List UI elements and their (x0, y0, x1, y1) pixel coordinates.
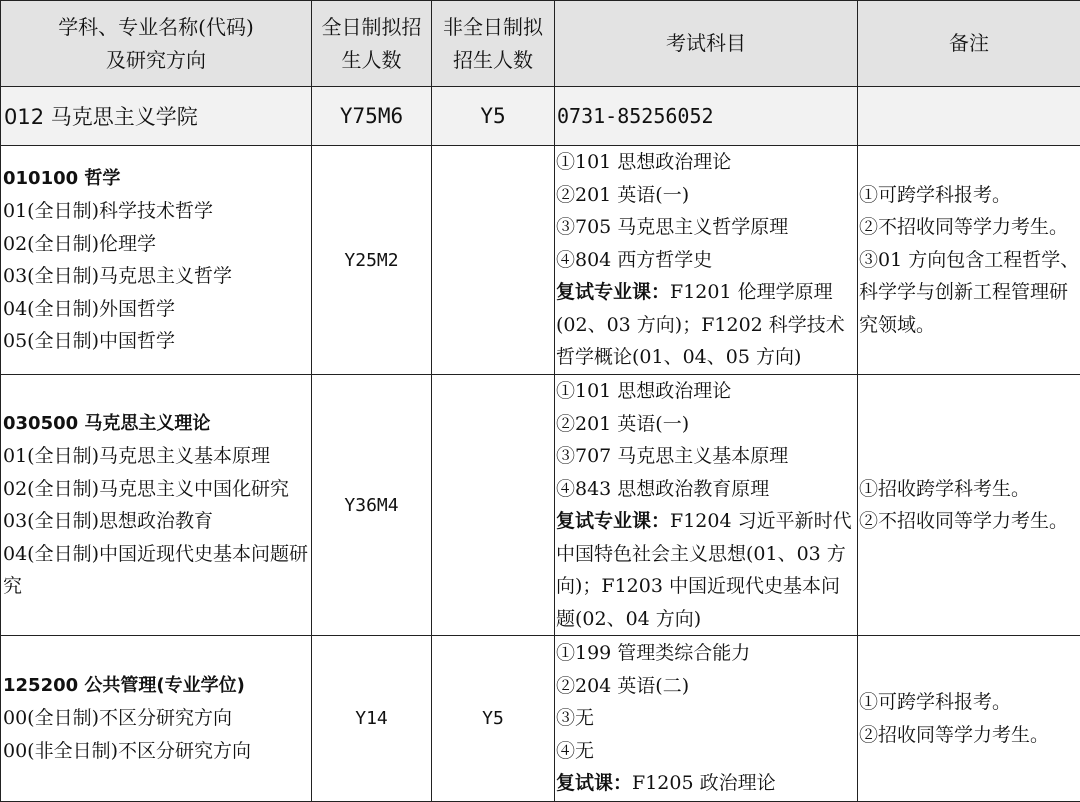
major-cell (1, 146, 312, 375)
table-row (1, 636, 1080, 802)
retest-text: F1204 习近平新时代中国特色社会主义思想(01、03 方向)；F1203 中国近现代史基本问题(02、04 方向) (556, 510, 852, 630)
subject-item: ③无 (556, 702, 857, 735)
subject-item: ①199 管理类综合能力 (556, 637, 857, 670)
major-cell (1, 636, 312, 802)
department-note (858, 87, 1080, 146)
notes-cell (858, 375, 1080, 636)
header-text: 学科、专业名称(代码) (1, 11, 311, 44)
note-item: ②不招收同等学力考生。 (859, 505, 1080, 538)
notes-cell (858, 636, 1080, 802)
retest-label: 复试课： (556, 772, 632, 794)
note-item: ②不招收同等学力考生。 (859, 211, 1080, 244)
table-row (1, 146, 1080, 375)
header-exam-subjects: 考试科目 (555, 1, 858, 87)
table-row (1, 375, 1080, 636)
direction-item: 01(全日制)马克思主义基本原理 (3, 440, 311, 473)
major-cell (1, 375, 312, 636)
fulltime-quota: Y36M4 (312, 375, 432, 636)
direction-item: 05(全日制)中国哲学 (3, 325, 311, 358)
header-fulltime-quota (312, 1, 432, 87)
direction-item: 03(全日制)思想政治教育 (3, 505, 311, 538)
parttime-quota (432, 375, 555, 636)
direction-item: 02(全日制)马克思主义中国化研究 (3, 473, 311, 506)
department-row (1, 87, 1080, 146)
parttime-quota (432, 146, 555, 375)
subject-item: ①101 思想政治理论 (556, 146, 857, 179)
retest-info (556, 276, 857, 374)
direction-item: 03(全日制)马克思主义哲学 (3, 260, 311, 293)
direction-item: 04(全日制)中国近现代史基本问题研究 (3, 538, 311, 603)
note-item: ②招收同等学力考生。 (859, 719, 1080, 752)
subject-item: ③707 马克思主义基本原理 (556, 440, 857, 473)
header-text: 招生人数 (432, 44, 554, 77)
retest-text: F1205 政治理论 (632, 772, 776, 794)
subject-item: ②201 英语(一) (556, 179, 857, 212)
header-parttime-quota (432, 1, 555, 87)
subject-item: ②204 英语(二) (556, 670, 857, 703)
exam-subjects (555, 375, 858, 636)
retest-label: 复试专业课： (556, 510, 670, 532)
exam-subjects (555, 146, 858, 375)
parttime-quota: Y5 (432, 636, 555, 802)
header-notes: 备注 (858, 1, 1080, 87)
direction-item: 00(全日制)不区分研究方向 (3, 702, 311, 735)
header-row (1, 1, 1080, 87)
retest-label: 复试专业课： (556, 281, 670, 303)
retest-info (556, 505, 857, 635)
subject-item: ④843 思想政治教育原理 (556, 473, 857, 506)
direction-item: 00(非全日制)不区分研究方向 (3, 735, 311, 768)
major-title: 125200 公共管理(专业学位) (3, 670, 311, 703)
header-text: 及研究方向 (1, 44, 311, 77)
retest-info (556, 767, 857, 800)
subject-item: ①101 思想政治理论 (556, 375, 857, 408)
subject-item: ③705 马克思主义哲学原理 (556, 211, 857, 244)
subject-item: ④804 西方哲学史 (556, 244, 857, 277)
department-parttime: Y5 (432, 87, 555, 146)
exam-subjects (555, 636, 858, 802)
department-phone: 0731-85256052 (555, 87, 858, 146)
header-text: 全日制拟招 (312, 11, 431, 44)
retest-text: F1201 伦理学原理(02、03 方向)；F1202 科学技术哲学概论(01、04、05 方向) (556, 281, 845, 368)
header-text: 非全日制拟 (432, 11, 554, 44)
header-major-name (1, 1, 312, 87)
fulltime-quota: Y14 (312, 636, 432, 802)
notes-cell (858, 146, 1080, 375)
fulltime-quota: Y25M2 (312, 146, 432, 375)
direction-item: 04(全日制)外国哲学 (3, 293, 311, 326)
department-fulltime: Y75M6 (312, 87, 432, 146)
direction-item: 02(全日制)伦理学 (3, 228, 311, 261)
note-item: ③01 方向包含工程哲学、科学学与创新工程管理研究领域。 (859, 244, 1080, 342)
note-item: ①可跨学科报考。 (859, 686, 1080, 719)
subject-item: ④无 (556, 735, 857, 768)
note-item: ①招收跨学科考生。 (859, 473, 1080, 506)
note-item: ①可跨学科报考。 (859, 179, 1080, 212)
direction-item: 01(全日制)科学技术哲学 (3, 195, 311, 228)
major-title: 010100 哲学 (3, 163, 311, 196)
department-name: 012 马克思主义学院 (1, 87, 312, 146)
header-text: 生人数 (312, 44, 431, 77)
subject-item: ②201 英语(一) (556, 408, 857, 441)
major-title: 030500 马克思主义理论 (3, 408, 311, 441)
